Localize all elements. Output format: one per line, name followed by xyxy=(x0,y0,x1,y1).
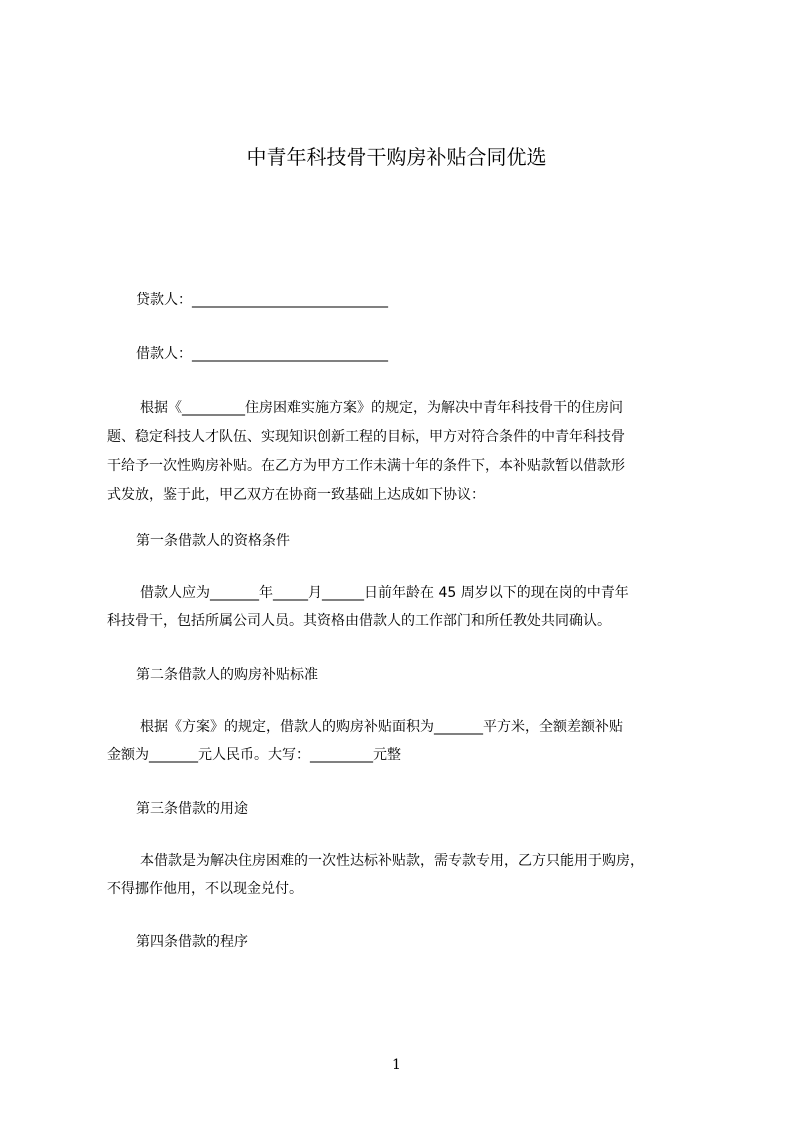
intro-line-2: 题、稳定科技人才队伍、实现知识创新工程的目标，甲方对符合条件的中青年科技骨 xyxy=(107,429,625,445)
page-number: 1 xyxy=(392,1057,401,1073)
intro-line-1: 根据《_________住房困难实施方案》的规定，为解决中青年科技骨干的住房问 xyxy=(140,400,623,416)
article1-line-2: 科技骨干，包括所属公司人员。其资格由借款人的工作部门和所任教处共同确认。 xyxy=(107,613,611,629)
article1-line-1: 借款人应为_______年_____月______日前年龄在 45 周岁以下的现在岗的中青年 xyxy=(140,585,629,601)
document-title: 中青年科技骨干购房补贴合同优选 xyxy=(246,145,547,169)
intro-line-4: 式发放，鉴于此，甲乙双方在协商一致基础上达成如下协议： xyxy=(107,487,485,503)
lender-line: 贷款人：____________________________ xyxy=(136,292,388,308)
article2-line-2: 金额为_______元人民币。大写：_________元整 xyxy=(107,747,401,763)
article1-heading: 第一条借款人的资格条件 xyxy=(136,533,290,549)
borrower-line: 借款人：____________________________ xyxy=(136,346,388,362)
article2-line-1: 根据《方案》的规定，借款人的购房补贴面积为_______平方米，全额差额补贴 xyxy=(140,719,623,735)
article2-heading: 第二条借款人的购房补贴标准 xyxy=(136,667,318,683)
intro-line-3: 干给予一次性购房补贴。在乙方为甲方工作未满十年的条件下，本补贴款暂以借款形 xyxy=(107,458,625,474)
article4-heading: 第四条借款的程序 xyxy=(136,934,248,950)
article3-line-1: 本借款是为解决住房困难的一次性达标补贴款，需专款专用，乙方只能用于购房， xyxy=(140,853,644,869)
article3-heading: 第三条借款的用途 xyxy=(136,801,248,817)
article3-line-2: 不得挪作他用，不以现金兑付。 xyxy=(107,881,303,897)
